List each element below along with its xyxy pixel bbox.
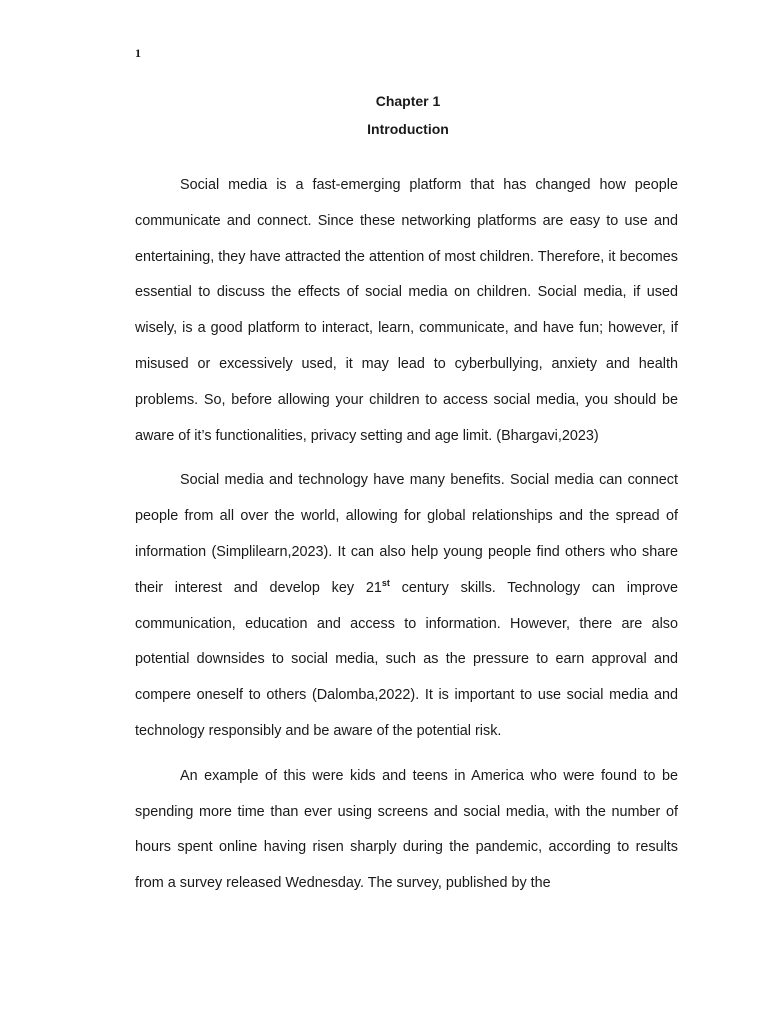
paragraph-2 [135, 463, 678, 749]
paragraph-2-text-b: century skills. Technology can improve communication, education and access to information. However, there are also potential downsides to social media, such as the pressure to earn approval and compere oneself to others (Dalomba,2022). It is important to use social media and technology responsibly and be aware of the potential risk. [135, 579, 678, 739]
chapter-heading: Chapter 1 [375, 93, 441, 109]
paragraph-2-text-a: Social media and technology have many benefits. Social media can connect people from all over the world, allowing for global relationships and the spread of information (Simplilearn,2023). It can also help young people find others who share their interest and develop key 21 [135, 472, 678, 596]
section-title: Introduction [367, 121, 449, 137]
paragraph-3: An example of this were kids and teens in America who were found to be spending more time than ever using screens and social media, with the number of hours spent online having risen sharply during the pandemic, according to results from a survey released Wednesday. The survey, published by the [135, 767, 678, 892]
body-text [135, 168, 678, 911]
paragraph-1: Social media is a fast-emerging platform that has changed how people communicate and connect. Since these networking platforms are easy to use and entertaining, they have attracted the attention of most children. Therefore, it becomes essential to discuss the effects of social media on children. Social media, if used wisely, is a good platform to interact, learn, communicate, and have fun; however, if misused or excessively used, it may lead to cyberbullying, anxiety and health problems. So, before allowing your children to access social media, you should be aware of it’s functionalities, privacy setting and age limit. (Bhargavi,2023) [135, 177, 678, 444]
page-number: 1 [135, 46, 141, 60]
superscript-st: st [381, 577, 390, 588]
